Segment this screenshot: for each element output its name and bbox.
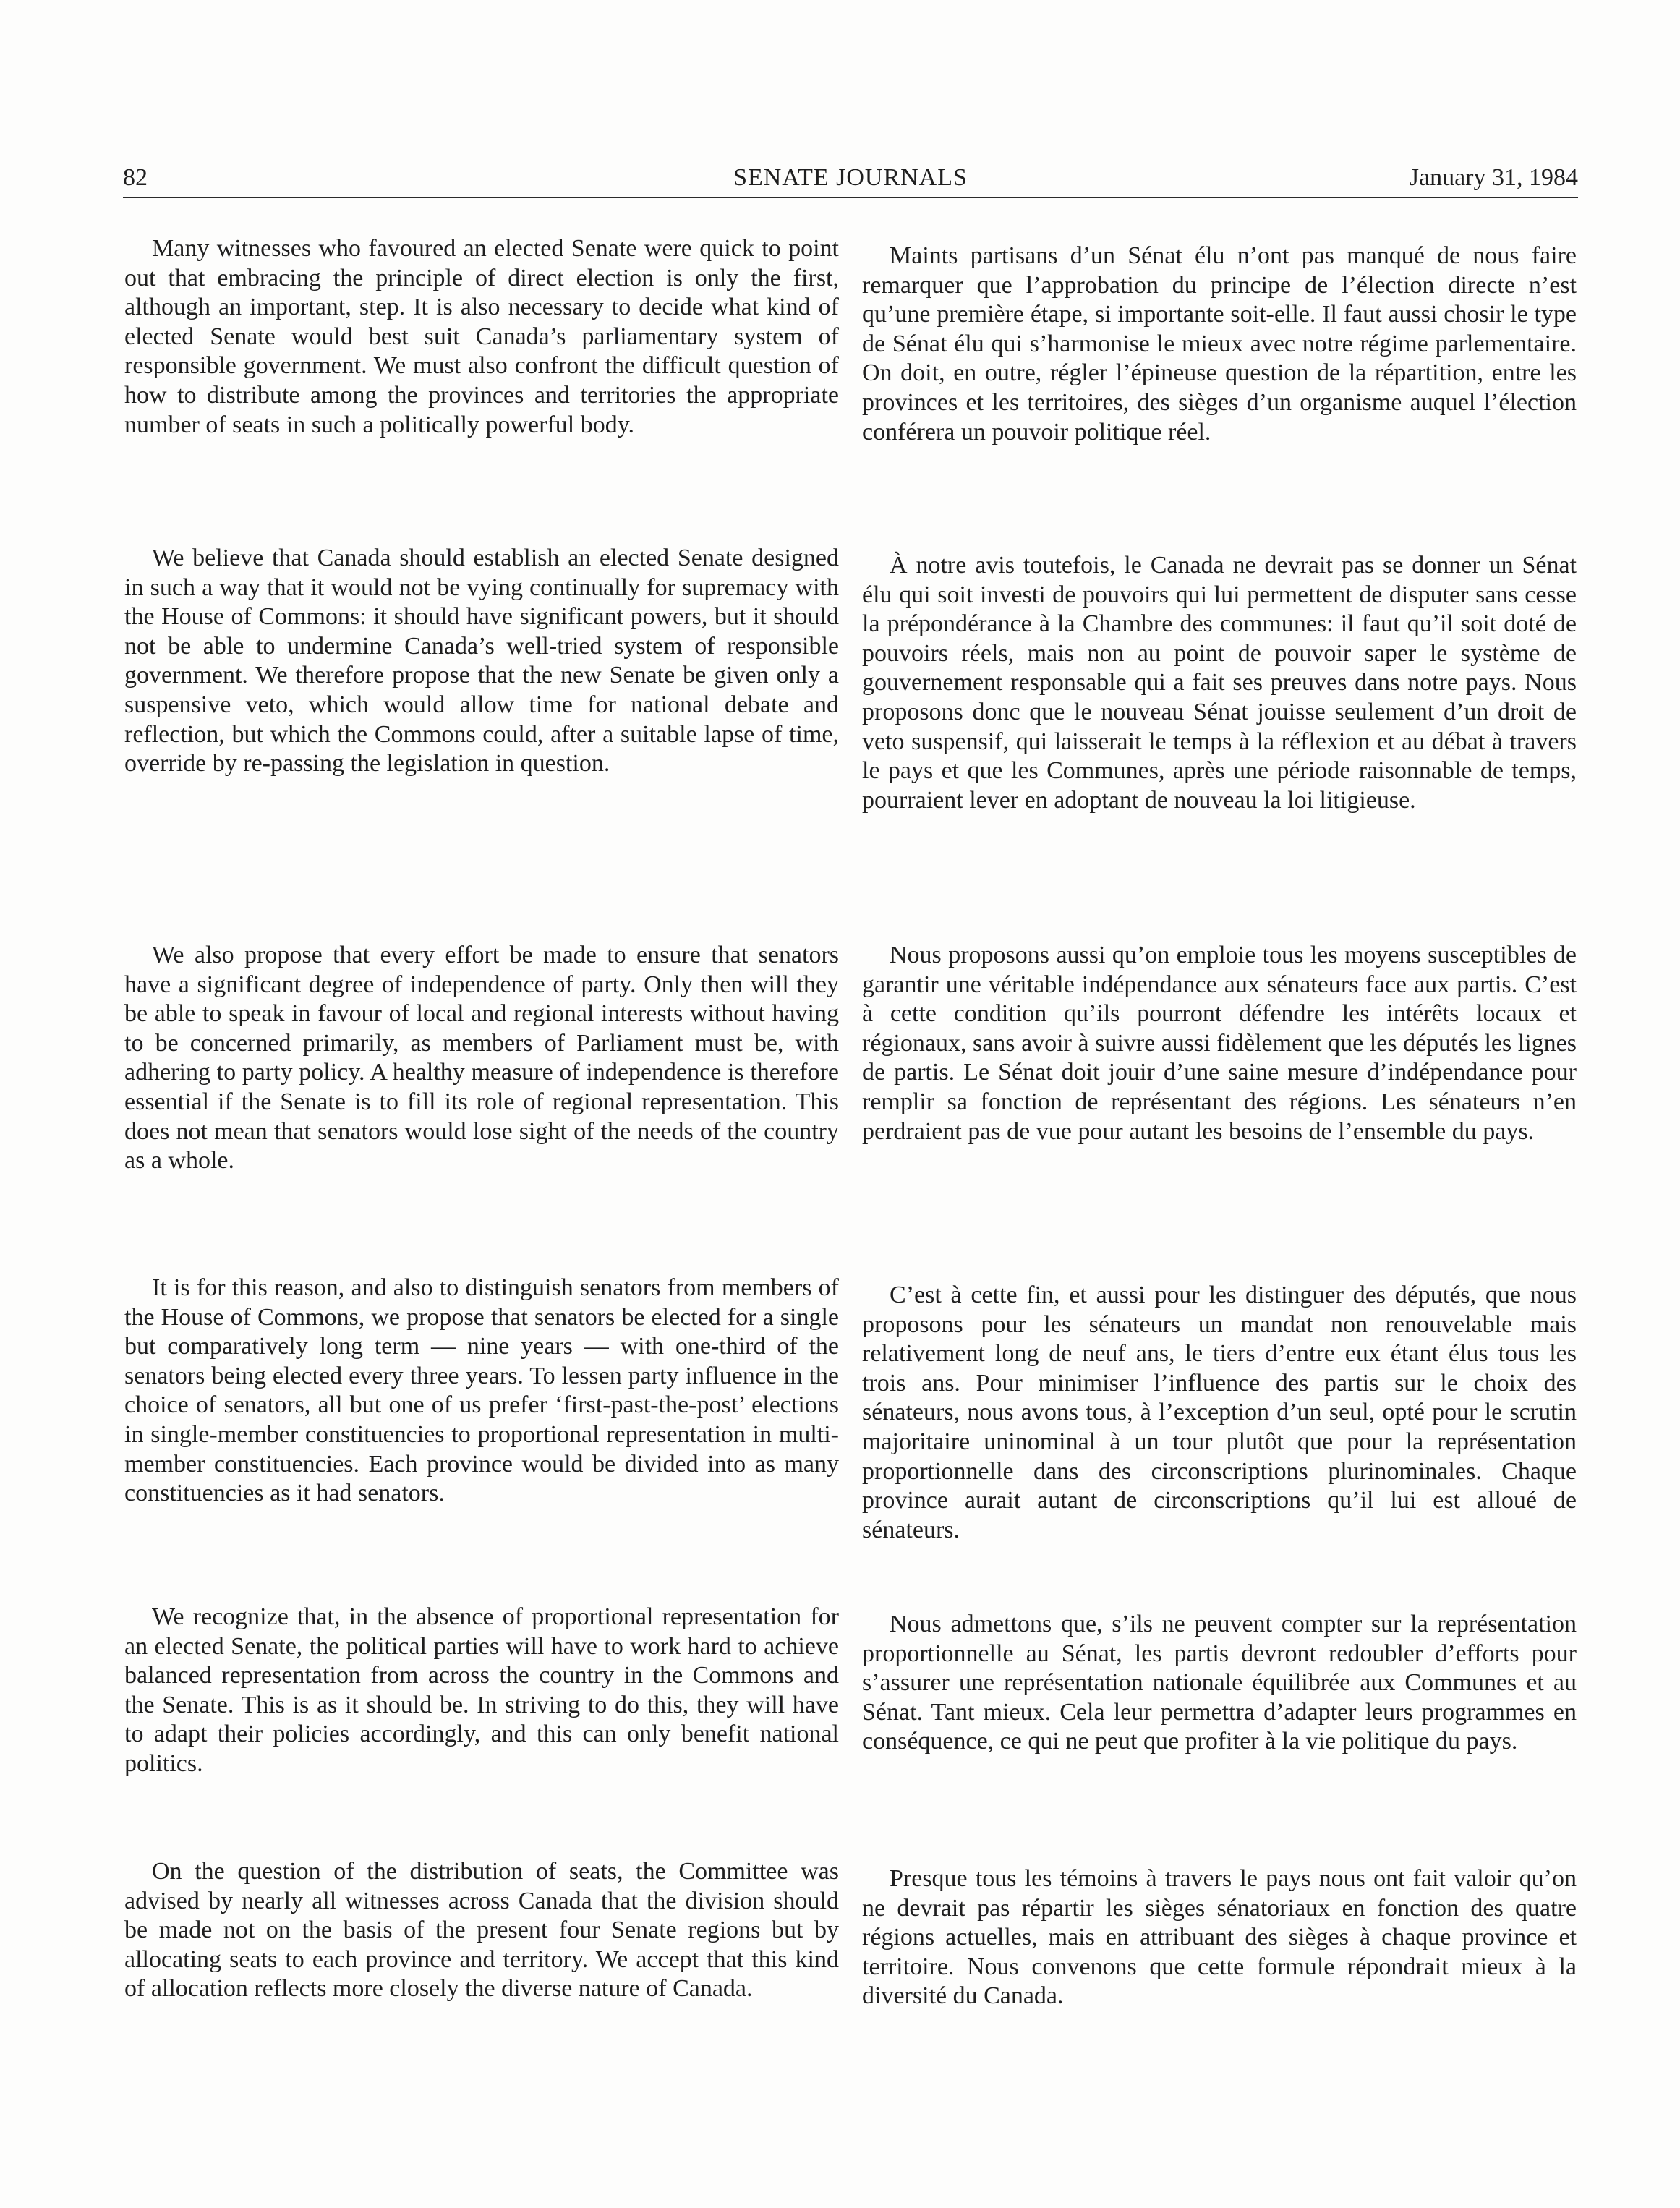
paragraph-fr-1: Maints partisans d’un Sénat élu n’ont pas manqué de nous faire remarquer que l’approbation du principe de l’élection directe n’est qu’une première étape, si importante soit-elle. Il faut aussi chosir le type de Sénat élu qui s’harmonise le mieux avec notre régime parlementaire. On doit, en outre, régler l’épineuse question de la répartition, entre les provinces et les territoires, des sièges d’un organisme auquel l’élection conférera un pouvoir politique réel. (862, 242, 1577, 446)
paragraph-fr-6: Presque tous les témoins à travers le pays nous ont fait valoir qu’on ne devrait pas répartir les sièges sénatoriaux en fonction des quatre régions actuelles, mais en attribuant des sièges à chaque province et territoire. Nous convenons que cette formule répondrait mieux à la diversité du Canada. (862, 1865, 1577, 2010)
paragraph-fr-2: À notre avis toutefois, le Canada ne devrait pas se donner un Sénat élu qui soit investi de pouvoirs qui lui permettent de disputer sans cesse la prépondérance à la Chambre des communes: il faut qu’il soit doté de pouvoirs réels, mais non au point de pouvoir saper le système de gouvernement responsable qui a fait ses preuves dans notre pays. Nous proposons donc que le nouveau Sénat jouisse seulement d’un droit de veto suspensif, qui laisserait le temps à la réflexion et au débat à travers le pays et que les Communes, après une période raisonnable de temps, pourraient lever en adoptant de nouveau la loi litigieuse. (862, 552, 1577, 814)
page-header (123, 159, 1578, 198)
paragraph-fr-3: Nous proposons aussi qu’on emploie tous les moyens susceptibles de garantir une véritable indépendance aux sénateurs face aux partis. C’est à cette condition qu’ils pourront défendre les intérêts locaux et régionaux, sans avoir à suivre aussi fidèlement que les députés les lignes de partis. Le Sénat doit jouir d’une saine mesure d’indépendance pour remplir sa fonction de représentant des régions. Les sénateurs n’en perdraient pas de vue pour autant les besoins de l’ensemble du pays. (862, 942, 1577, 1145)
page-number: 82 (123, 164, 148, 191)
paragraph-fr-4: C’est à cette fin, et aussi pour les distinguer des députés, que nous proposons pour les sénateurs un mandat non renouvelable mais relativement long de neuf ans, le tiers d’entre eux étant élus tous les trois ans. Pour minimiser l’influence des partis sur le choix des sénateurs, nous avons tous, à l’exception d’un seul, opté pour le scrutin majoritaire uninominal à un tour plutôt que pour la représentation proportionnelle dans des circonscriptions plurinominales. Chaque province aurait autant de circonscriptions qu’il lui est alloué de sénateurs. (862, 1282, 1577, 1543)
paragraph-en-2: We believe that Canada should establish an elected Senate designed in such a way that it would not be vying continually for supremacy with the House of Commons: it should have significant powers, but it should not be able to undermine Canada’s well-tried system of responsible government. We therefore propose that the new Senate be given only a suspensive veto, which would allow time for national debate and reflection, but which the Commons could, after a suitable lapse of time, override by re-passing the legislation in question. (124, 545, 839, 777)
journal-date: January 31, 1984 (1409, 164, 1578, 191)
journal-title: SENATE JOURNALS (733, 164, 968, 191)
paragraph-en-5: We recognize that, in the absence of proportional representation for an elected Senate, the political parties will have to work hard to achieve balanced representation from across the country in the Commons and the Senate. This is as it should be. In striving to do this, they will have to adapt their policies accordingly, and this can only benefit national politics. (124, 1603, 839, 1777)
paragraph-fr-5: Nous admettons que, s’ils ne peuvent compter sur la représentation proportionnelle au Sénat, les partis devront redoubler d’efforts pour s’assurer une représentation nationale équilibrée aux Communes et au Sénat. Tant mieux. Cela leur permettra d’adapter leurs programmes en conséquence, ce qui ne peut que profiter à la vie politique du pays. (862, 1611, 1577, 1755)
paragraph-en-4: It is for this reason, and also to distinguish senators from members of the House of Commons, we propose that senators be elected for a single but comparatively long term — nine years — with one-third of the senators being elected every three years. To lessen party influence in the choice of senators, all but one of us prefer ‘first-past-the-post’ elections in single-member constituencies to proportional representation in multi-member constituencies. Each province would be divided into as many constituencies as it had senators. (124, 1274, 839, 1507)
paragraph-en-1: Many witnesses who favoured an elected Senate were quick to point out that embracing the principle of direct election is only the first, although an important, step. It is also necessary to decide what kind of elected Senate would best suit Canada’s parliamentary system of responsible government. We must also confront the difficult question of how to distribute among the provinces and territories the appropriate number of seats in such a politically powerful body. (124, 235, 839, 438)
paragraph-en-6: On the question of the distribution of seats, the Committee was advised by nearly all witnesses across Canada that the division should be made not on the basis of the present four Senate regions but by allocating seats to each province and territory. We accept that this kind of allocation reflects more closely the diverse nature of Canada. (124, 1858, 839, 2003)
paragraph-en-3: We also propose that every effort be made to ensure that senators have a significant degree of independence of party. Only then will they be able to speak in favour of local and regional interests without having to be concerned primarily, as members of Parliament must be, with adhering to party policy. A healthy measure of independence is therefore essential if the Senate is to fill its role of regional representation. This does not mean that senators would lose sight of the needs of the country as a whole. (124, 942, 839, 1175)
